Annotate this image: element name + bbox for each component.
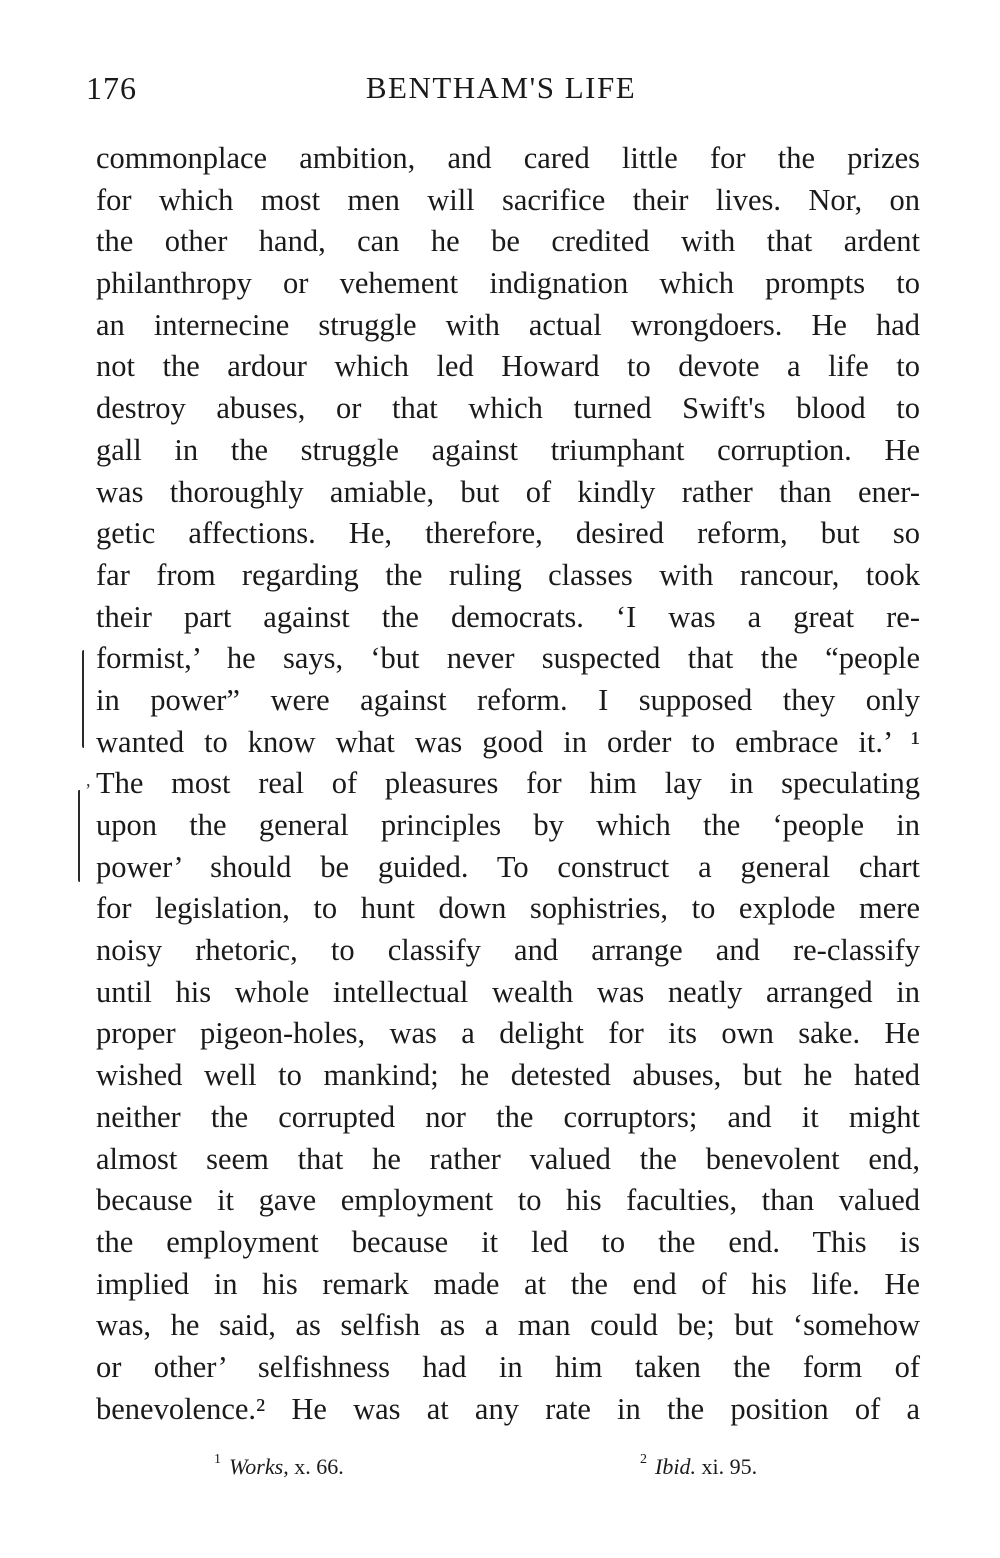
text-line: wanted to know what was good in order to embrace it.’ ¹: [96, 724, 920, 759]
text-line: their part against the democrats. ‘I was a great re-: [96, 599, 920, 634]
text-line: commonplace ambition, and cared little for the prizes: [96, 141, 920, 175]
margin-bracket-mark: [82, 650, 84, 748]
text-line: the other hand, can he be credited with that ardent: [96, 224, 920, 259]
footnote-reference: xi. 95.: [695, 1454, 758, 1479]
page-header: [86, 70, 916, 116]
text-line: gall in the struggle against triumphant corruption. He: [96, 432, 920, 467]
text-line: implied in his remark made at the end of his life. He: [96, 1266, 920, 1301]
text-line: destroy abuses, or that which turned Swift's blood to: [96, 391, 920, 426]
text-line: proper pigeon-holes, was a delight for its own sake. He: [96, 1016, 920, 1051]
margin-tick-mark: ,: [86, 770, 91, 790]
text-line: was thoroughly amiable, but of kindly rather than ener-: [96, 474, 920, 509]
running-head: BENTHAM'S LIFE: [365, 70, 637, 105]
text-line: benevolence.² He was at any rate in the position of a: [96, 1391, 920, 1426]
footnote-marker: 1: [214, 1452, 221, 1467]
footnote-1: [214, 1454, 344, 1480]
body-text: [96, 138, 920, 1430]
page-number: 176: [86, 70, 137, 106]
text-line: for which most men will sacrifice their lives. Nor, on: [96, 182, 920, 217]
text-line: an internecine struggle with actual wrongdoers. He had: [96, 307, 920, 342]
text-line: until his whole intellectual wealth was neatly arranged in: [96, 974, 920, 1009]
text-line: far from regarding the ruling classes with rancour, took: [96, 557, 920, 592]
text-line: not the ardour which led Howard to devote a life to: [96, 349, 920, 384]
text-line: was, he said, as selfish as a man could be; but ‘somehow: [96, 1308, 920, 1343]
text-line: because it gave employment to his faculties, than valued: [96, 1183, 920, 1218]
text-line: formist,’ he says, ‘but never suspected that the “people: [96, 641, 920, 676]
text-line: or other’ selfishness had in him taken the form of: [96, 1349, 920, 1384]
footnote-marker: 2: [640, 1452, 647, 1467]
text-line: in power” were against reform. I supposed they only: [96, 682, 920, 717]
text-line: for legislation, to hunt down sophistries, to explode mere: [96, 891, 920, 926]
text-line: power’ should be guided. To construct a general chart: [96, 849, 920, 884]
footnote-reference: , x. 66.: [283, 1454, 344, 1479]
text-line: almost seem that he rather valued the benevolent end,: [96, 1141, 920, 1176]
text-line: upon the general principles by which the ‘people in: [96, 808, 920, 842]
text-line: neither the corrupted nor the corruptors; and it might: [96, 1099, 920, 1134]
margin-bracket-mark: [78, 790, 80, 882]
text-line: wished well to mankind; he detested abuses, but he hated: [96, 1058, 920, 1093]
footnote-source: Ibid.: [655, 1454, 696, 1479]
text-line: the employment because it led to the end. This is: [96, 1224, 920, 1259]
footnotes: [0, 1454, 1000, 1494]
text-line: noisy rhetoric, to classify and arrange and re-classify: [96, 933, 920, 968]
footnote-source: Works: [229, 1454, 284, 1479]
text-line: philanthropy or vehement indignation which prompts to: [96, 266, 920, 301]
text-line: The most real of pleasures for him lay in speculating: [96, 766, 920, 801]
footnote-2: [640, 1454, 757, 1480]
text-line: getic affections. He, therefore, desired reform, but so: [96, 516, 920, 551]
